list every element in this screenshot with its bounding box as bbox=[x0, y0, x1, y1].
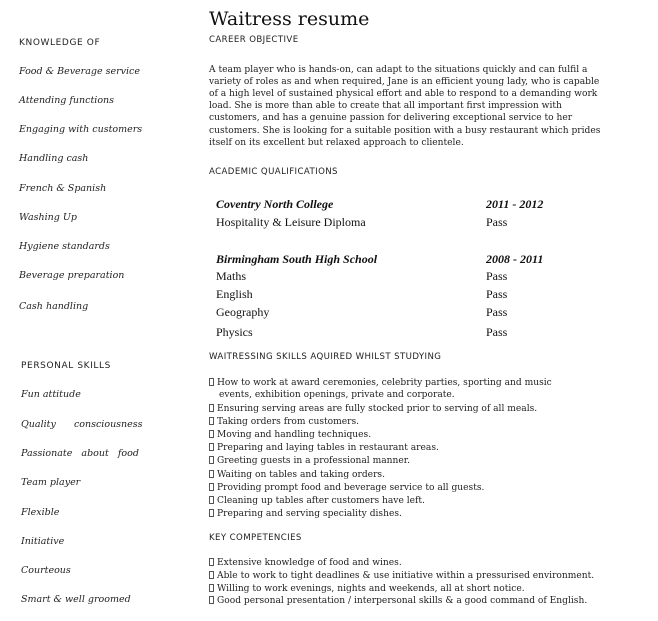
institution-years: 2011 - 2012 bbox=[486, 197, 544, 211]
objective-line: load. She is more than able to create that all important first impression with bbox=[209, 101, 562, 111]
bullet-icon bbox=[209, 470, 214, 478]
waitressing-skills-heading: WAITRESSING SKILLS AQUIRED WHILST STUDYING bbox=[209, 352, 442, 362]
skill-item: Fun attitude bbox=[21, 389, 81, 400]
skill-item: Courteous bbox=[21, 565, 71, 576]
skill-item: Team player bbox=[21, 477, 81, 488]
bullet-icon bbox=[209, 558, 214, 566]
competency-bullet: Able to work to tight deadlines & use initiative within a pressurised environment. bbox=[209, 571, 594, 581]
bullet-icon bbox=[209, 571, 214, 579]
career-objective-heading: CAREER OBJECTIVE bbox=[209, 35, 299, 45]
knowledge-item: Food & Beverage service bbox=[19, 66, 140, 77]
knowledge-heading: KNOWLEDGE OF bbox=[19, 38, 101, 48]
bullet-icon bbox=[209, 443, 214, 451]
skill-bullet: Ensuring serving areas are fully stocked prior to serving of all meals. bbox=[209, 404, 537, 414]
knowledge-item: Attending functions bbox=[19, 95, 115, 106]
objective-line: of a high level of sustained physical effort and able to respond to a demanding work bbox=[209, 89, 598, 99]
bullet-icon bbox=[209, 378, 214, 386]
knowledge-item: Beverage preparation bbox=[19, 270, 125, 281]
knowledge-item: French & Spanish bbox=[19, 183, 107, 194]
skill-bullet: Moving and handling techniques. bbox=[209, 430, 371, 440]
qualification-subject: Hospitality & Leisure Diploma bbox=[216, 215, 366, 229]
bullet-icon bbox=[209, 456, 214, 464]
knowledge-item: Cash handling bbox=[19, 301, 89, 312]
bullet-icon bbox=[209, 509, 214, 517]
skill-item: Smart & well groomed bbox=[21, 594, 131, 605]
qualification-subject: Geography bbox=[216, 305, 270, 319]
knowledge-item: Handling cash bbox=[19, 153, 89, 164]
knowledge-item: Washing Up bbox=[19, 212, 77, 223]
bullet-icon bbox=[209, 483, 214, 491]
qualification-result: Pass bbox=[486, 325, 508, 339]
bullet-icon bbox=[209, 596, 214, 604]
competency-bullet: Willing to work evenings, nights and weekends, all at short notice. bbox=[209, 584, 525, 594]
skill-bullet: Preparing and serving speciality dishes. bbox=[209, 509, 402, 519]
bullet-icon bbox=[209, 417, 214, 425]
qualification-result: Pass bbox=[486, 269, 508, 283]
qualification-result: Pass bbox=[486, 215, 508, 229]
competency-bullet: Good personal presentation / interpersonal skills & a good command of English. bbox=[209, 596, 587, 606]
skill-bullet: Taking orders from customers. bbox=[209, 417, 359, 427]
academic-heading: ACADEMIC QUALIFICATIONS bbox=[209, 167, 338, 177]
objective-line: customers, and has a genuine passion for delivering exceptional service to her bbox=[209, 113, 573, 123]
skill-bullet: How to work at award ceremonies, celebrity parties, sporting and music bbox=[209, 378, 552, 388]
skill-bullet: Cleaning up tables after customers have left. bbox=[209, 496, 425, 506]
skill-bullet: Greeting guests in a professional manner. bbox=[209, 456, 410, 466]
skill-item: Initiative bbox=[21, 536, 65, 547]
qualification-result: Pass bbox=[486, 305, 508, 319]
knowledge-item: Engaging with customers bbox=[19, 124, 143, 135]
skill-bullet: Preparing and laying tables in restaurant areas. bbox=[209, 443, 439, 453]
bullet-icon bbox=[209, 404, 214, 412]
qualification-subject: Physics bbox=[216, 325, 253, 339]
page-title: Waitress resume bbox=[209, 8, 370, 30]
skill-item: Flexible bbox=[21, 507, 60, 518]
objective-line: customers. She is looking for a suitable position with a busy restaurant which prides bbox=[209, 126, 601, 136]
objective-line: variety of roles as and when required, Jane is an efficient young lady, who is capable bbox=[209, 77, 600, 87]
qualification-result: Pass bbox=[486, 287, 508, 301]
key-competencies-heading: KEY COMPETENCIES bbox=[209, 533, 302, 543]
personal-skills-heading: PERSONAL SKILLS bbox=[21, 361, 111, 371]
skill-item: Passionate about food bbox=[21, 448, 139, 459]
bullet-icon bbox=[209, 496, 214, 504]
qualification-subject: English bbox=[216, 287, 253, 301]
institution-name: Birmingham South High School bbox=[216, 252, 378, 266]
bullet-icon bbox=[209, 584, 214, 592]
skill-bullet: Providing prompt food and beverage service to all guests. bbox=[209, 483, 484, 493]
skill-bullet: Waiting on tables and taking orders. bbox=[209, 470, 385, 480]
objective-line: itself on its excellent but relaxed approach to clientele. bbox=[209, 138, 464, 148]
knowledge-item: Hygiene standards bbox=[19, 241, 110, 252]
objective-line: A team player who is hands-on, can adapt to the situations quickly and can fulfil a bbox=[209, 65, 588, 75]
skill-item: Quality consciousness bbox=[21, 419, 143, 430]
institution-name: Coventry North College bbox=[216, 197, 334, 211]
bullet-icon bbox=[209, 430, 214, 438]
skill-bullet-continuation: events, exhibition openings, private and corporate. bbox=[219, 390, 455, 400]
institution-years: 2008 - 2011 bbox=[486, 252, 544, 266]
competency-bullet: Extensive knowledge of food and wines. bbox=[209, 558, 402, 568]
qualification-subject: Maths bbox=[216, 269, 246, 283]
